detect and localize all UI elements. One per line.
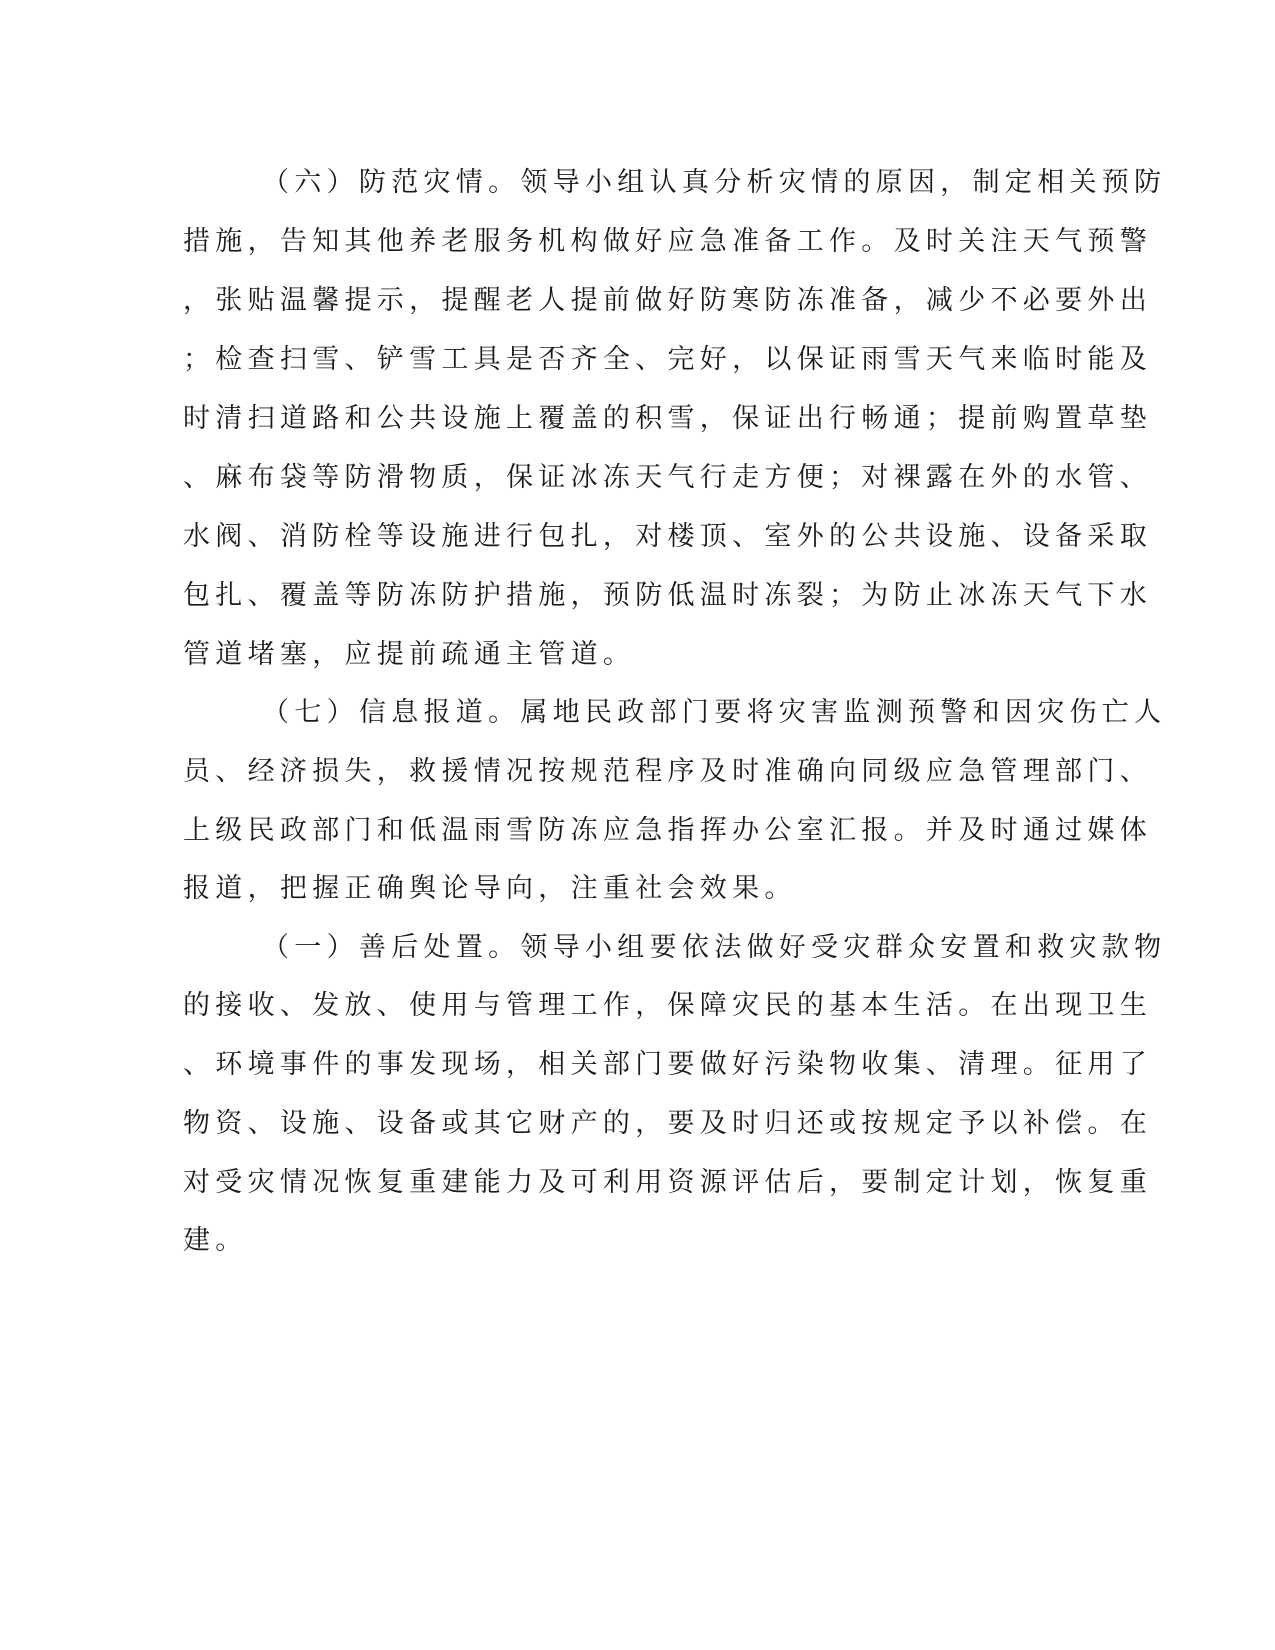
paragraph-2-line-4: 报道，把握正确舆论导向，注重社会效果。 xyxy=(183,873,797,904)
paragraph-1-line-2: 措施，告知其他养老服务机构做好应急准备工作。及时关注天气预警 xyxy=(183,226,1152,257)
paragraph-1-line-5: 时清扫道路和公共设施上覆盖的积雪，保证出行畅通；提前购置草垫 xyxy=(183,403,1152,434)
paragraph-3-line-1: （一）善后处置。领导小组要依法做好受灾群众安置和救灾款物 xyxy=(262,932,1167,963)
paragraph-1-line-8: 包扎、覆盖等防冻防护措施，预防低温时冻裂；为防止冰冻天气下水 xyxy=(183,580,1152,611)
paragraph-1-line-4: ；检查扫雪、铲雪工具是否齐全、完好，以保证雨雪天气来临时能及 xyxy=(183,344,1152,375)
paragraph-2-line-3: 上级民政部门和低温雨雪防冻应急指挥办公室汇报。并及时通过媒体 xyxy=(183,815,1152,846)
paragraph-2-line-1: （七）信息报道。属地民政部门要将灾害监测预警和因灾伤亡人 xyxy=(262,697,1167,728)
paragraph-2-line-2: 员、经济损失，救援情况按规范程序及时准确向同级应急管理部门、 xyxy=(183,756,1152,787)
paragraph-1-line-7: 水阀、消防栓等设施进行包扎，对楼顶、室外的公共设施、设备采取 xyxy=(183,521,1152,552)
paragraph-1-line-9: 管道堵塞，应提前疏通主管道。 xyxy=(183,639,636,670)
paragraph-3-line-6: 建。 xyxy=(183,1225,248,1256)
paragraph-3-line-3: 、环境事件的事发现场，相关部门要做好污染物收集、清理。征用了 xyxy=(183,1049,1152,1080)
paragraph-1-line-3: ，张贴温馨提示，提醒老人提前做好防寒防冻准备，减少不必要外出 xyxy=(183,285,1152,316)
paragraph-3-line-5: 对受灾情况恢复重建能力及可利用资源评估后，要制定计划，恢复重 xyxy=(183,1167,1152,1198)
paragraph-3-line-2: 的接收、发放、使用与管理工作，保障灾民的基本生活。在出现卫生 xyxy=(183,990,1152,1021)
paragraph-3-line-4: 物资、设施、设备或其它财产的，要及时归还或按规定予以补偿。在 xyxy=(183,1108,1152,1139)
paragraph-1-line-6: 、麻布袋等防滑物质，保证冰冻天气行走方便；对裸露在外的水管、 xyxy=(183,462,1152,493)
paragraph-1-line-1: （六）防范灾情。领导小组认真分析灾情的原因，制定相关预防 xyxy=(262,167,1167,198)
